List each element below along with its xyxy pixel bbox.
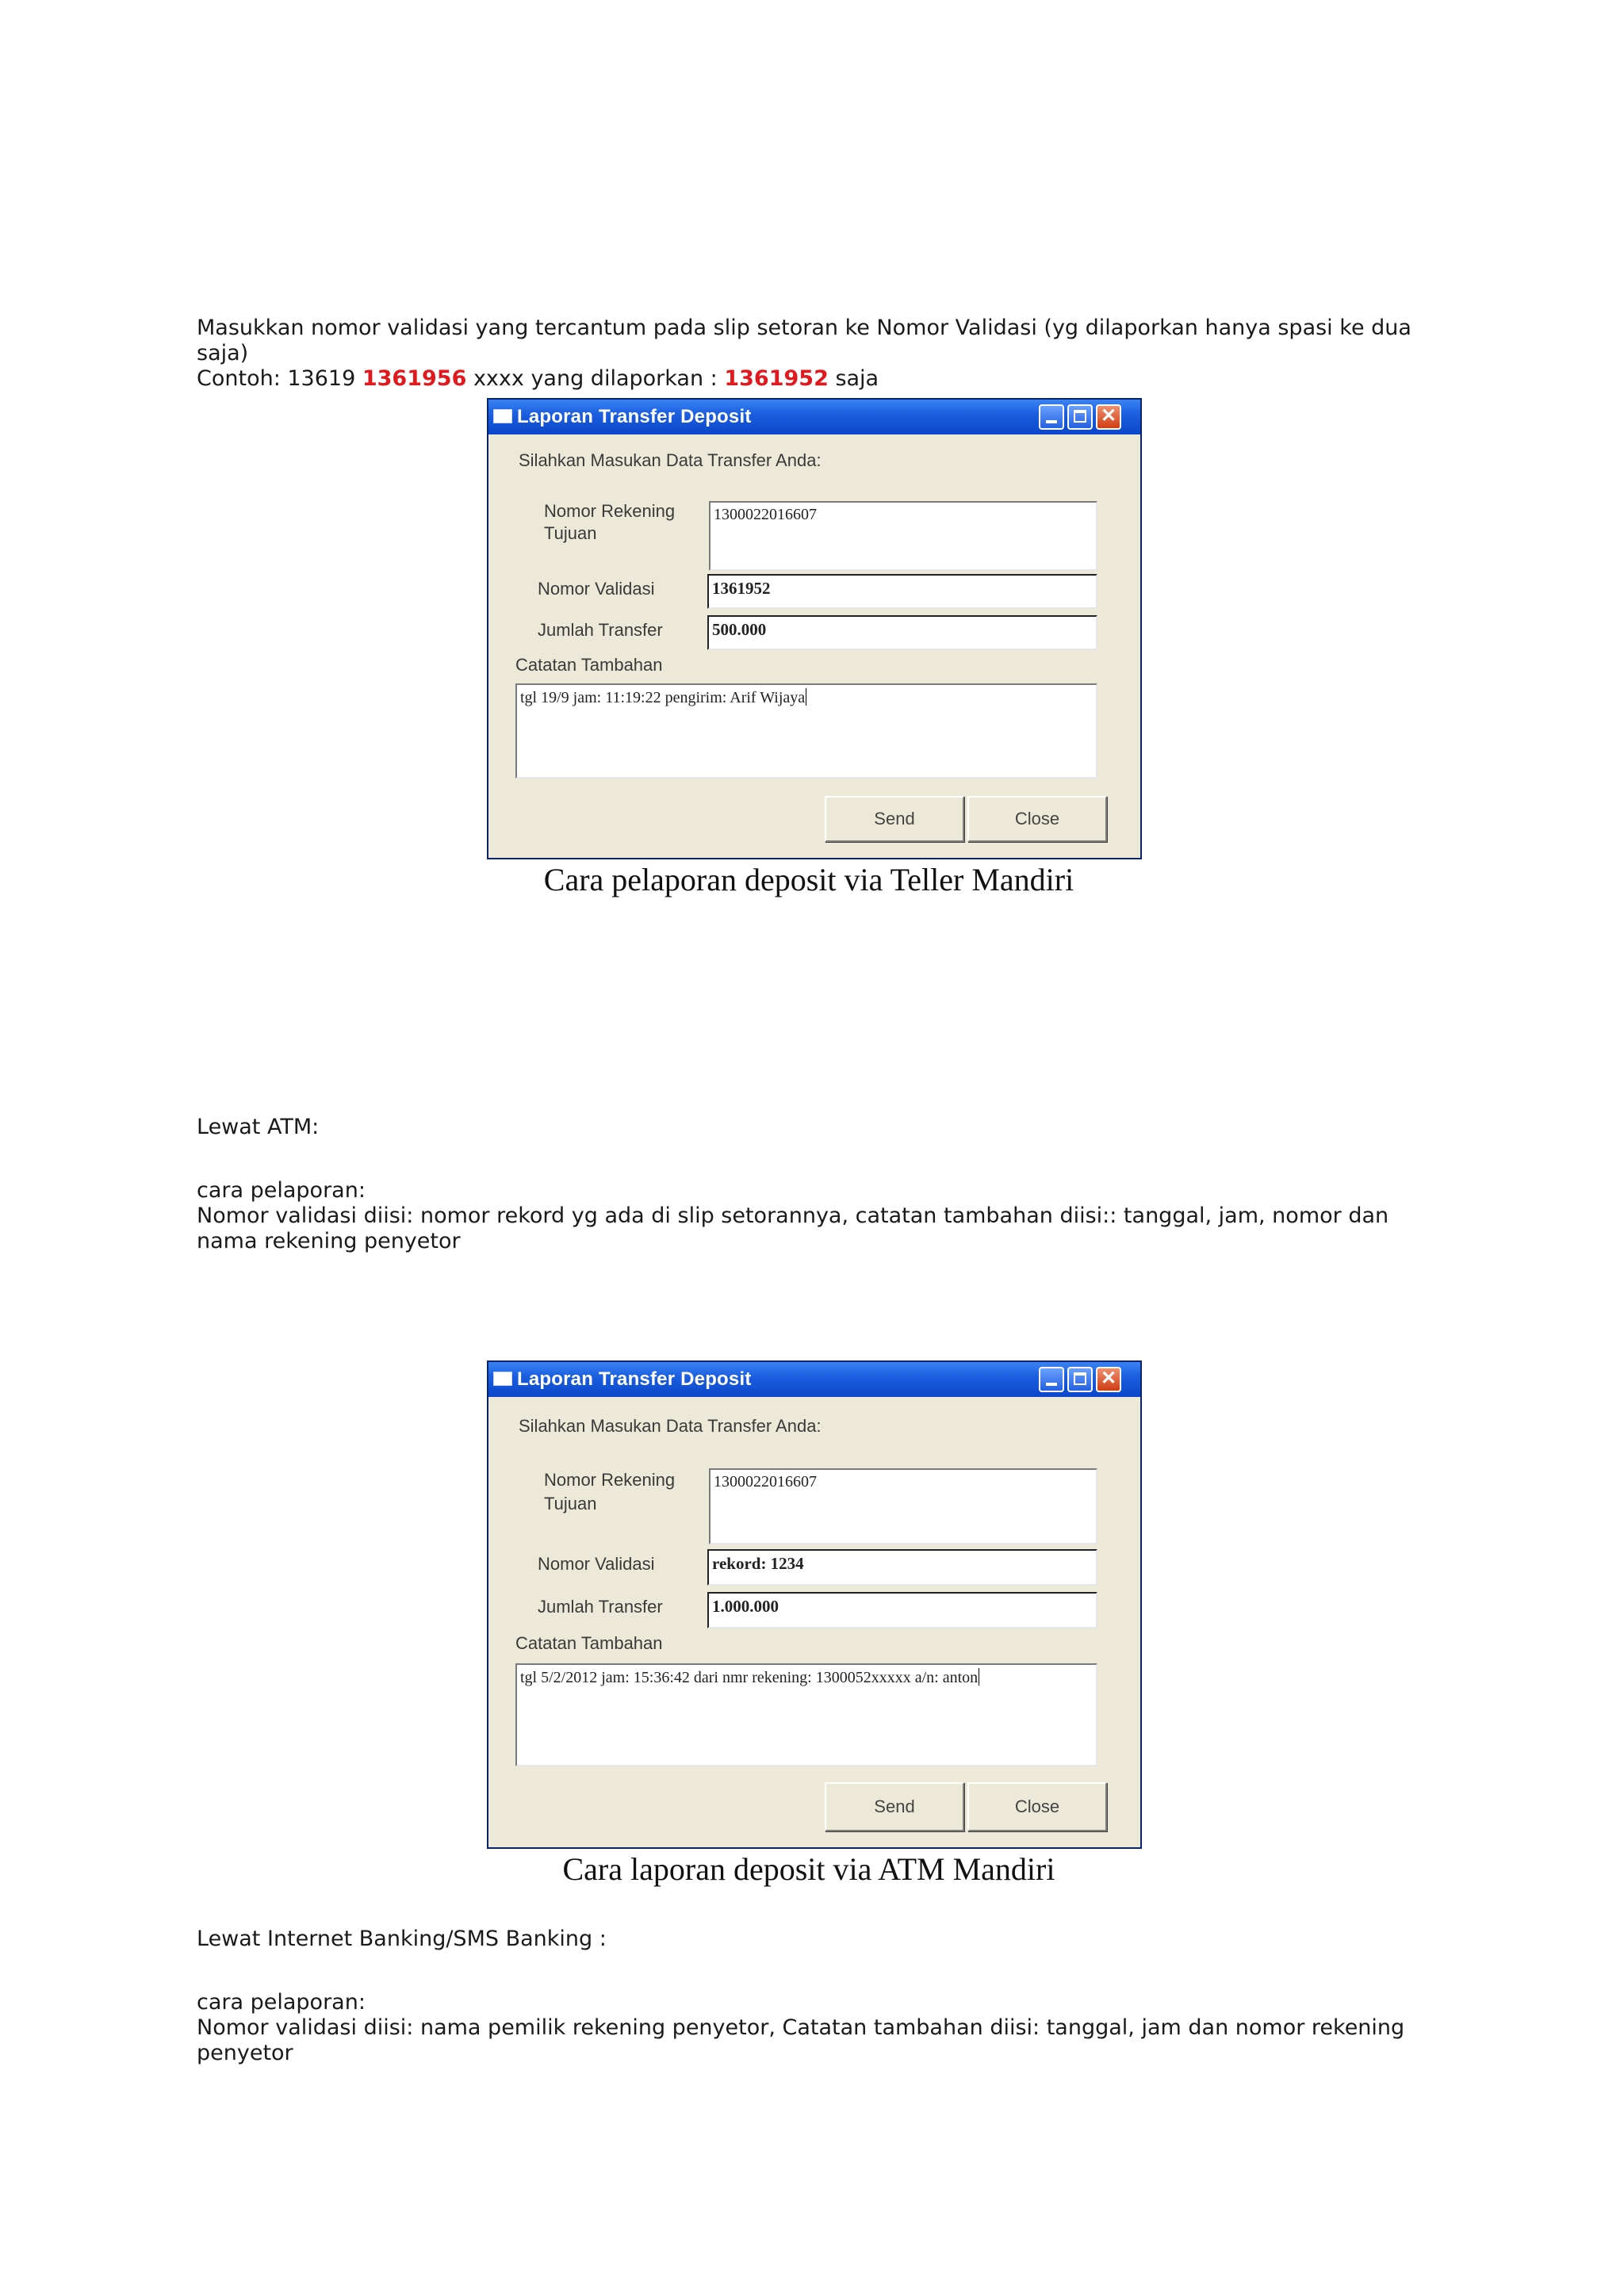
instruction-label: Silahkan Masukan Data Transfer Anda:: [519, 450, 822, 470]
section-ib-heading: Lewat Internet Banking/SMS Banking :: [197, 1927, 607, 1951]
example-middle: xxxx yang dilaporkan :: [466, 366, 725, 391]
send-button[interactable]: Send: [825, 796, 964, 842]
jumlah-transfer-field[interactable]: 500.000: [707, 615, 1097, 650]
atm-body-text: Nomor validasi diisi: nomor rekord yg ada di slip setorannya, catatan tambahan diisi:: tanggal, jam, nomor dan nama rekening penyetor: [197, 1203, 1389, 1253]
section-atm-body: [197, 1178, 1434, 1254]
catatan-label: Catatan Tambahan: [515, 1633, 663, 1653]
maximize-icon: [1074, 410, 1086, 423]
atm-sub: cara pelaporan:: [197, 1178, 366, 1203]
rekening-label-line2: Tujuan: [544, 523, 597, 543]
close-button[interactable]: Close: [967, 1782, 1107, 1831]
example-suffix: saja: [828, 366, 879, 391]
intro-paragraph: [197, 316, 1434, 392]
minimize-icon: [1046, 1383, 1057, 1386]
close-icon: ✕: [1100, 405, 1117, 427]
ib-sub: cara pelaporan:: [197, 1990, 366, 2015]
validasi-label: Nomor Validasi: [538, 1554, 655, 1574]
dialog-title: Laporan Transfer Deposit: [517, 1368, 752, 1390]
transfer-deposit-dialog-atm: [487, 1360, 1142, 1849]
close-icon: ✕: [1100, 1368, 1117, 1389]
example-highlight-2: 1361952: [724, 366, 829, 391]
close-button[interactable]: Close: [967, 796, 1107, 842]
rekening-label-line1: Nomor Rekening: [544, 1470, 676, 1490]
window-icon: [493, 1372, 512, 1386]
maximize-icon: [1074, 1372, 1086, 1385]
dialog-titlebar[interactable]: [488, 400, 1140, 434]
catatan-tambahan-field[interactable]: [515, 683, 1097, 779]
minimize-button[interactable]: [1039, 404, 1064, 430]
rekening-tujuan-field[interactable]: 1300022016607: [709, 1468, 1097, 1544]
send-button[interactable]: Send: [825, 1782, 964, 1831]
close-window-button[interactable]: [1096, 1367, 1121, 1392]
ib-body-text: Nomor validasi diisi: nama pemilik rekening penyetor, Catatan tambahan diisi: tanggal, jam dan nomor rekening penyetor: [197, 2015, 1405, 2065]
validasi-label: Nomor Validasi: [538, 579, 655, 599]
maximize-button[interactable]: [1067, 1367, 1093, 1392]
jumlah-label: Jumlah Transfer: [538, 620, 663, 640]
transfer-deposit-dialog-teller: [487, 398, 1142, 859]
dialog-titlebar[interactable]: [488, 1362, 1140, 1397]
nomor-validasi-field[interactable]: rekord: 1234: [707, 1549, 1097, 1586]
catatan-label: Catatan Tambahan: [515, 655, 663, 675]
maximize-button[interactable]: [1067, 404, 1093, 430]
catatan-text: tgl 5/2/2012 jam: 15:36:42 dari nmr rekening: 1300052xxxxx a/n: anton: [520, 1669, 979, 1686]
intro-example: [197, 366, 1434, 392]
intro-line1: Masukkan nomor validasi yang tercantum pada slip setoran ke Nomor Validasi (yg dilaporkan hanya spasi ke dua saja): [197, 316, 1411, 365]
rekening-label-line1: Nomor Rekening: [544, 501, 676, 521]
example-prefix: Contoh: 13619: [197, 366, 362, 391]
caption-atm: Cara laporan deposit via ATM Mandiri: [562, 1851, 1055, 1887]
jumlah-label: Jumlah Transfer: [538, 1597, 663, 1617]
minimize-button[interactable]: [1039, 1367, 1064, 1392]
catatan-text: tgl 19/9 jam: 11:19:22 pengirim: Arif Wijaya: [520, 689, 806, 706]
section-atm-heading: Lewat ATM:: [197, 1115, 320, 1139]
minimize-icon: [1046, 420, 1057, 423]
example-highlight-1: 1361956: [362, 366, 467, 391]
caption-teller: Cara pelaporan deposit via Teller Mandiri: [543, 862, 1074, 897]
section-ib-body: [197, 1990, 1434, 2066]
rekening-label-line2: Tujuan: [544, 1494, 597, 1513]
close-window-button[interactable]: [1096, 404, 1121, 430]
instruction-label: Silahkan Masukan Data Transfer Anda:: [519, 1416, 822, 1436]
jumlah-transfer-field[interactable]: 1.000.000: [707, 1592, 1097, 1628]
rekening-tujuan-field[interactable]: 1300022016607: [709, 501, 1097, 571]
nomor-validasi-field[interactable]: 1361952: [707, 574, 1097, 609]
dialog-title: Laporan Transfer Deposit: [517, 406, 752, 427]
window-icon: [493, 409, 512, 423]
catatan-tambahan-field[interactable]: [515, 1663, 1097, 1766]
